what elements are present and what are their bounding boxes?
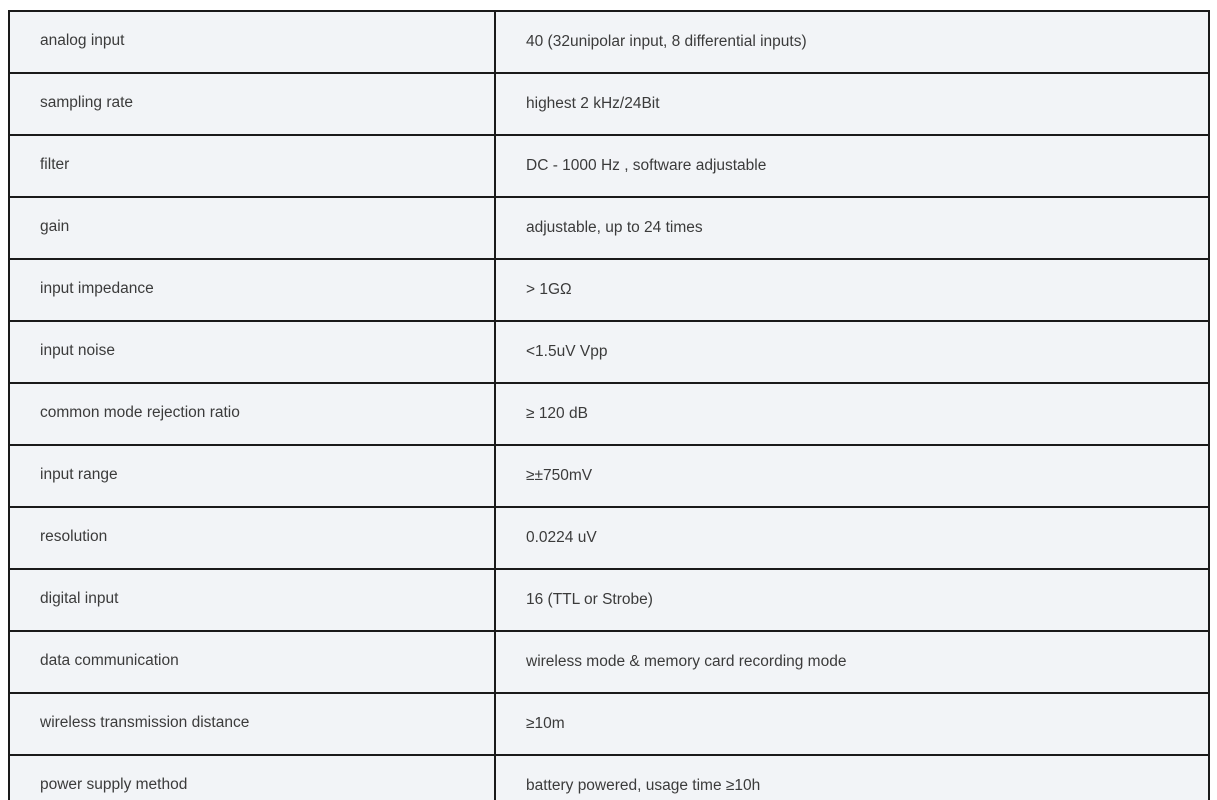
value-cell: 0.0224 uV [495, 507, 1209, 569]
table-row [9, 259, 1209, 321]
parameter-cell: input impedance [9, 259, 495, 321]
table-row [9, 445, 1209, 507]
parameter-cell: resolution [9, 507, 495, 569]
spec-table-body [9, 11, 1209, 800]
parameter-cell: input noise [9, 321, 495, 383]
table-row [9, 569, 1209, 631]
value-cell: adjustable, up to 24 times [495, 197, 1209, 259]
table-row [9, 197, 1209, 259]
value-cell: > 1GΩ [495, 259, 1209, 321]
value-cell: <1.5uV Vpp [495, 321, 1209, 383]
parameter-cell: gain [9, 197, 495, 259]
parameter-cell: filter [9, 135, 495, 197]
value-cell: ≥10m [495, 693, 1209, 755]
table-row [9, 693, 1209, 755]
parameter-cell: sampling rate [9, 73, 495, 135]
table-row [9, 73, 1209, 135]
value-cell: DC - 1000 Hz , software adjustable [495, 135, 1209, 197]
value-cell: 16 (TTL or Strobe) [495, 569, 1209, 631]
parameter-cell: common mode rejection ratio [9, 383, 495, 445]
table-row [9, 755, 1209, 800]
value-cell: battery powered, usage time ≥10h [495, 755, 1209, 800]
table-row [9, 321, 1209, 383]
spec-table [8, 10, 1210, 800]
table-row [9, 135, 1209, 197]
table-row [9, 11, 1209, 73]
table-row [9, 631, 1209, 693]
table-row [9, 383, 1209, 445]
table-row [9, 507, 1209, 569]
parameter-cell: power supply method [9, 755, 495, 800]
value-cell: ≥±750mV [495, 445, 1209, 507]
value-cell: 40 (32unipolar input, 8 differential inputs) [495, 11, 1209, 73]
value-cell: ≥ 120 dB [495, 383, 1209, 445]
parameter-cell: analog input [9, 11, 495, 73]
parameter-cell: data communication [9, 631, 495, 693]
parameter-cell: wireless transmission distance [9, 693, 495, 755]
parameter-cell: input range [9, 445, 495, 507]
value-cell: wireless mode & memory card recording mode [495, 631, 1209, 693]
parameter-cell: digital input [9, 569, 495, 631]
value-cell: highest 2 kHz/24Bit [495, 73, 1209, 135]
